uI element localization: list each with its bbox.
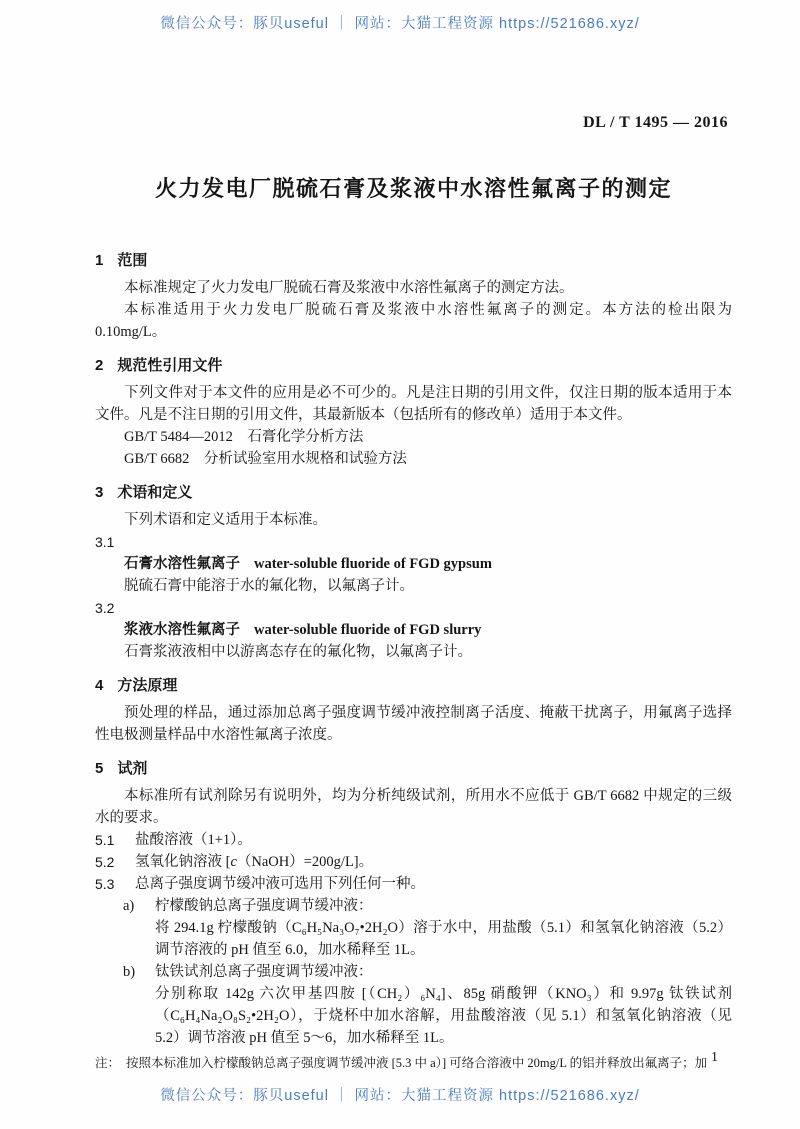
section-4-heading [95,675,732,697]
term-heading [95,619,732,641]
term-number: 3.2 [95,600,115,616]
list-item-title: 钛铁试剂总离子强度调节缓冲液： [155,964,373,980]
section-title: 规范性引用文件 [117,357,223,374]
note-label: 注： [95,1056,121,1070]
section-2-heading [95,355,732,377]
clause-text: 总离子强度调节缓冲液可选用下列任何一种。 [135,876,425,892]
section-number: 5 [95,760,104,777]
term-en: water-soluble fluoride of FGD gypsum [254,556,492,572]
page-title: 火力发电厂脱硫石膏及浆液中水溶性氟离子的测定 [154,176,672,201]
clause-5-1 [95,829,732,851]
term-zh: 浆液水溶性氟离子 [124,622,240,638]
list-item-b [95,961,732,1049]
reference-item: GB/T 6682 分析试验室用水规格和试验方法 [124,451,407,467]
section-number: 3 [95,484,104,501]
list-body [155,961,732,1049]
list-item-text: 分别称取 142g 六次甲基四胺 [（CH₂）₆N₄]、85g 硝酸钾（KNO₃）和 9.97g 钛铁试剂（C₆H₄Na₂O₈S₂•2H₂O），于烧杯中加水溶解，用盐酸溶液（见 5.1）和氢氧化钠溶液（见 5.2）调节溶液 pH 值至 5～6，加水稀释至 1L。 [155,986,732,1046]
reference-item: GB/T 5484—2012 石膏化学分析方法 [124,429,364,445]
variable-c: c [230,854,237,870]
paragraph: 本标准适用于火力发电厂脱硫石膏及浆液中水溶性氟离子的测定。本方法的检出限为 0.10mg/L。 [95,302,732,340]
section-5-heading [95,758,732,780]
list-label: b) [123,964,136,980]
clause-text-pre: 氢氧化钠溶液 [ [135,854,231,870]
section-number: 2 [95,357,104,374]
watermark-footer-text: 微信公众号：豚贝useful ｜ 网站：大猫工程资源 https://521686.xyz/ [160,1088,640,1104]
section-number: 1 [95,252,104,269]
term-zh: 石膏水溶性氟离子 [124,556,240,572]
paragraph: 下列术语和定义适用于本标准。 [124,512,327,528]
section-title: 方法原理 [117,677,178,694]
section-number: 4 [95,677,104,694]
section-title: 试剂 [117,760,148,777]
clause-number: 5.1 [95,832,115,848]
clause-number: 5.3 [95,876,115,892]
term-number: 3.1 [95,534,115,550]
doc-code: DL / T 1495 — 2016 [583,114,728,131]
list-item-text: 将 294.1g 柠檬酸钠（C₆H₅Na₃O₇•2H₂O）溶于水中，用盐酸（5.1）和氢氧化钠溶液（5.2）调节溶液的 pH 值至 6.0，加水稀释至 1L。 [155,920,732,958]
clause-5-2 [95,851,732,873]
paragraph: 本标准规定了火力发电厂脱硫石膏及浆液中水溶性氟离子的测定方法。 [124,280,574,296]
clause-text [135,851,732,873]
list-item-title: 柠檬酸钠总离子强度调节缓冲液： [155,898,373,914]
section-3-heading [95,482,732,504]
list-label: a) [123,898,135,914]
clause-text: 盐酸溶液（1+1）。 [135,832,252,848]
page-number: 1 [711,1050,718,1065]
section-1-heading [95,250,732,272]
section-title: 范围 [117,252,148,269]
paragraph: 下列文件对于本文件的应用是必不可少的。凡是注日期的引用文件，仅注日期的版本适用于本文件。凡是不注日期的引用文件，其最新版本（包括所有的修改单）适用于本文件。 [95,385,732,423]
term-heading [95,553,732,575]
document-body [95,170,732,1073]
section-title: 术语和定义 [117,484,193,501]
term-definition: 石膏浆液液相中以游离态存在的氟化物，以氟离子计。 [124,644,472,660]
term-definition: 脱硫石膏中能溶于水的氟化物，以氟离子计。 [124,578,414,594]
watermark-header-text: 微信公众号：豚贝useful ｜ 网站：大猫工程资源 https://521686.xyz/ [160,16,640,32]
term-en: water-soluble fluoride of FGD slurry [254,622,482,638]
note [95,1053,732,1073]
list-body [155,895,732,961]
note-text: 按照本标准加入柠檬酸钠总离子强度调节缓冲液 [5.3 中 a）] 可络合溶液中 20mg/L 的铝并释放出氟离子；加 [126,1056,708,1070]
clause-number: 5.2 [95,854,115,870]
list-item-a [95,895,732,961]
paragraph: 本标准所有试剂除另有说明外，均为分析纯级试剂，所用水不应低于 GB/T 6682 中规定的三级水的要求。 [95,788,732,826]
clause-5-3 [95,873,732,895]
paragraph: 预处理的样品，通过添加总离子强度调节缓冲液控制离子活度、掩蔽干扰离子，用氟离子选择性电极测量样品中水溶性氟离子浓度。 [95,705,732,743]
clause-text-post: （NaOH）=200g/L]。 [236,854,374,870]
